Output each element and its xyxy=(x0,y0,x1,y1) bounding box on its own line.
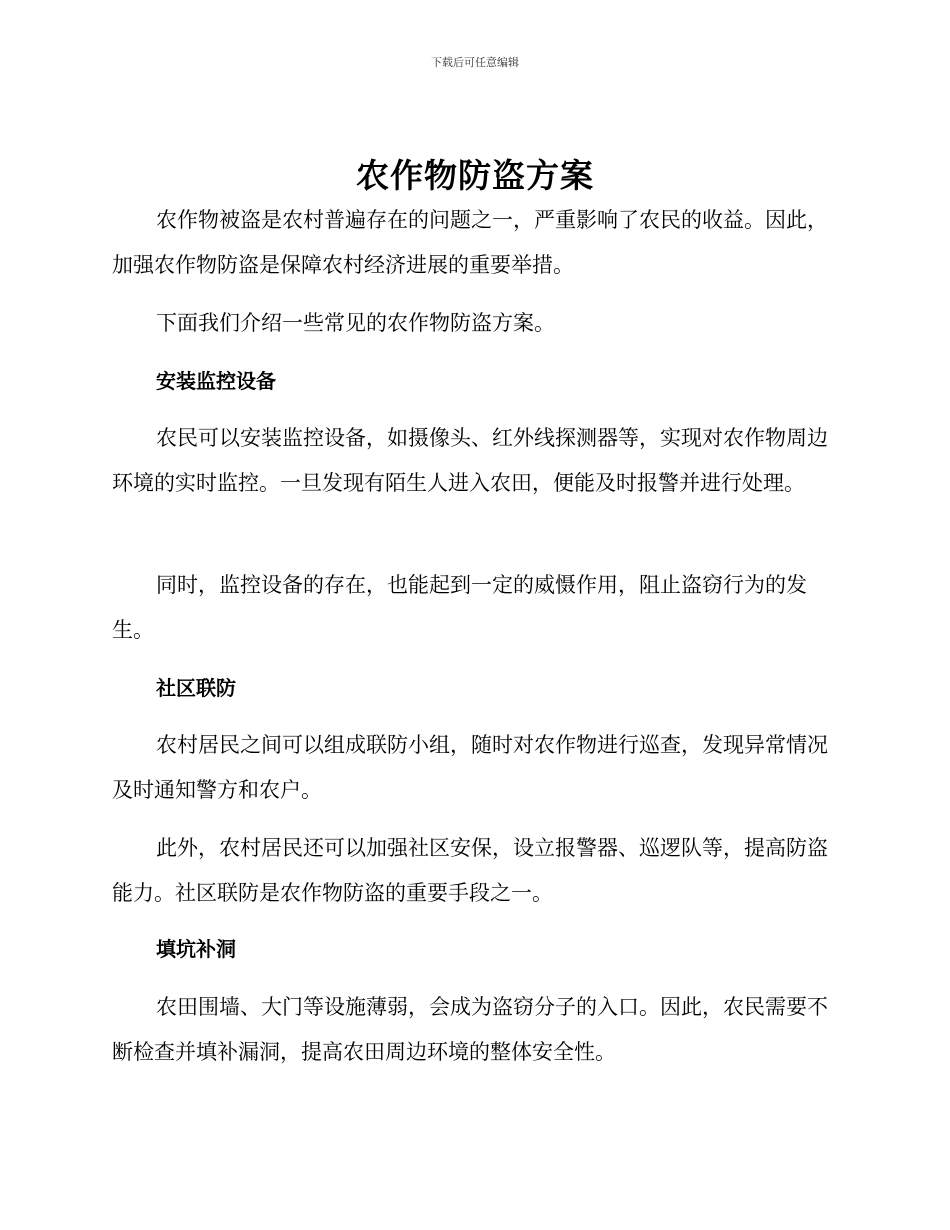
intro-paragraph-2: 下面我们介绍一些常见的农作物防盗方案。 xyxy=(156,311,555,335)
section-heading-monitoring: 安装监控设备 xyxy=(156,369,276,393)
section-heading-repair: 填坑补洞 xyxy=(156,937,236,961)
header-note: 下载后可任意编辑 xyxy=(431,56,519,69)
section-community-paragraph-2: 此外，农村居民还可以加强社区安保，设立报警器、巡逻队等，提高防盗能力。社区联防是农作物防盗的重要手段之一。 xyxy=(112,836,828,905)
section-monitoring-paragraph-2: 同时，监控设备的存在，也能起到一定的威慑作用，阻止盗窃行为的发生。 xyxy=(112,573,807,642)
section-heading-community: 社区联防 xyxy=(156,676,236,700)
section-repair-paragraph-1: 农田围墙、大门等设施薄弱，会成为盗窃分子的入口。因此，农民需要不断检查并填补漏洞，提高农田周边环境的整体安全性。 xyxy=(112,995,828,1064)
section-community-paragraph-1: 农村居民之间可以组成联防小组，随时对农作物进行巡查，发现异常情况及时通知警方和农户。 xyxy=(112,733,828,802)
document-title: 农作物防盗方案 xyxy=(356,156,594,195)
section-monitoring-paragraph-1: 农民可以安装监控设备，如摄像头、红外线探测器等，实现对农作物周边环境的实时监控。一旦发现有陌生人进入农田，便能及时报警并进行处理。 xyxy=(112,426,828,495)
intro-paragraph-1: 农作物被盗是农村普遍存在的问题之一，严重影响了农民的收益。因此，加强农作物防盗是保障农村经济进展的重要举措。 xyxy=(112,208,828,277)
